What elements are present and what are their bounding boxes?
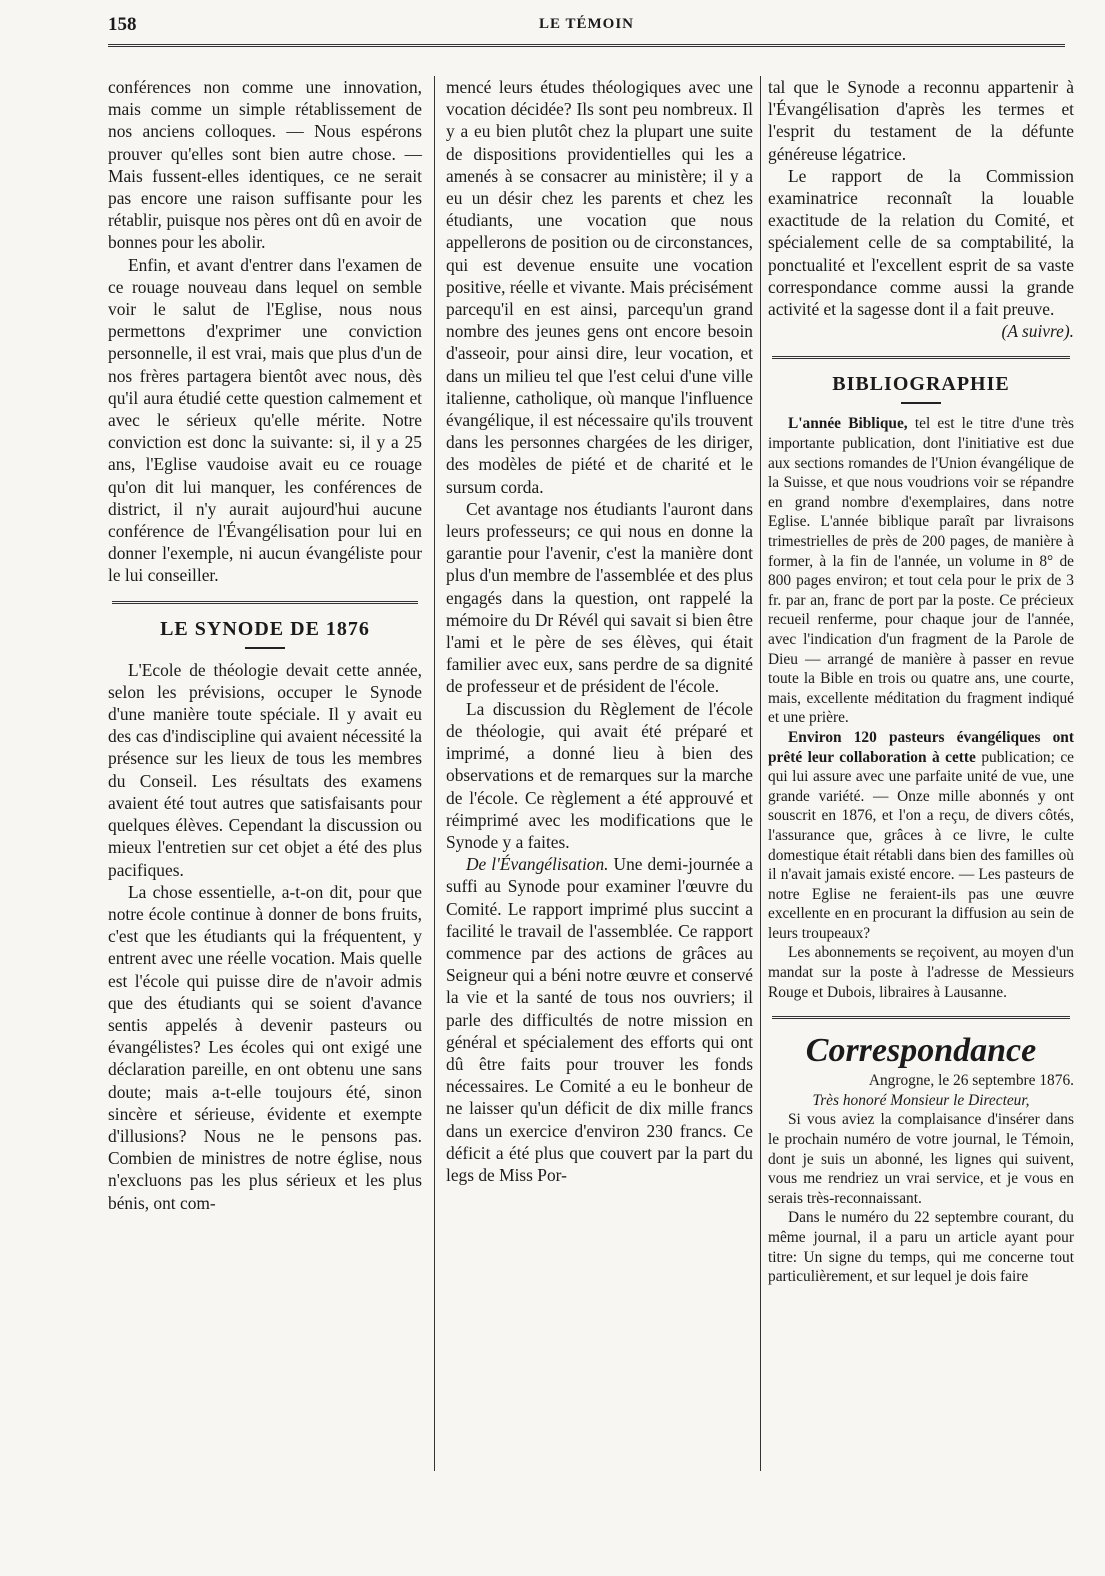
paragraph: L'Ecole de théologie devait cette année, selon les prévisions, occuper le Synode d'une manière toute spéciale. Il y avait eu des cas d'indiscipline qui avaient nécessité la présence sur les lieux de tous les membres du Conseil. Les résultats des examens avaient été tout autres que satisfaisants pour quelques élèves. Cependant la discussion ou mieux l'entretien sur cet objet a été des plus pacifiques.: [108, 659, 422, 880]
section-title-synode: LE SYNODE DE 1876: [160, 617, 370, 640]
section-title-correspondance: Correspondance: [805, 1032, 1037, 1070]
paragraph: Dans le numéro du 22 septembre courant, du même journal, il a paru un article ayant pour titre: Un signe du temps, qui me concerne tout particulièrement, et sur lequel je dois faire: [768, 1209, 1074, 1286]
journal-title: LE TÉMOIN: [539, 16, 634, 32]
paragraph-evangelisation: [446, 853, 753, 1186]
title-dash: [245, 647, 285, 649]
paragraph: Enfin, et avant d'entrer dans l'examen de ce rouage nouveau dans lequel on semble voir le salut de l'Eglise, nous nous permettons d'exprimer une conviction personnelle, il est vrai, mais que plus d'un de nos frères partagera bientôt avec nous, dès qu'il aura étudié cette question calmement et avec le sérieux qu'elle mérite. Notre conviction est donc la suivante: si, il y a 25 ans, l'Eglise vaudoise avait eu ce rouage qu'on dit lui manquer, les conférences de district, il n'y aurait aujourd'hui aucune conférence de l'Évangélisation pour lui en donner l'exemple, ni aucun évangéliste pour le lui conseiller.: [108, 254, 422, 586]
paragraph: Si vous aviez la complaisance d'insérer dans le prochain numéro de votre journal, le Témoin, dont je suis un abonné, les lignes qui suivent, vous me rendriez un vrai service, et je vous en serais très-reconnaissant.: [768, 1111, 1074, 1207]
to-be-continued: (A suivre).: [1001, 321, 1074, 342]
paragraph: Les abonnements se reçoivent, au moyen d'un mandat sur la poste à l'adresse de Messieurs Rouge et Dubois, libraires à Lausanne.: [768, 944, 1074, 1001]
paragraph: Le rapport de la Commission examinatrice reconnaît la louable exactitude de la relation du Comité, et spécialement celle de sa comptabilité, la ponctualité et l'excellent esprit de sa vaste correspondance comme aussi la grande activité et la sagesse dont il a fait preuve.: [768, 165, 1074, 320]
paragraph: Cet avantage nos étudiants l'auront dans leurs professeurs; ce qui nous en donne la garantie pour l'avenir, c'est la manière dont plus d'un membre de l'assemblée et des plus engagés dans la question, ont rappelé la mémoire du Dr Révél qui savait si bien être l'ami et le père de ses élèves, qui était familier avec eux, sans perdre de sa dignité de professeur et de président de l'école.: [446, 498, 753, 697]
page-number: 158: [108, 14, 137, 35]
column-left: [108, 76, 422, 1214]
paragraph: [768, 414, 1074, 728]
section-rule: [772, 356, 1070, 359]
column-divider: [760, 76, 761, 1471]
section-title-bibliographie: BIBLIOGRAPHIE: [832, 373, 1010, 396]
paragraph: tal que le Synode a reconnu appartenir à l'Évangélisation d'après les termes et l'esprit du testament de la défunte généreuse légatrice.: [768, 77, 1074, 164]
subheading: De l'Évangélisation.: [466, 854, 609, 875]
column-divider: [434, 76, 435, 1471]
paragraph: La discussion du Règlement de l'école de théologie, qui avait été préparé et imprimé, a donné lieu à bien des observations et de remarques sur la marche de l'école. Ce règlement a été approuvé et réimprimé avec les modifications que le Synode y a faites.: [446, 698, 753, 852]
paragraph: mencé leurs études théologiques avec une vocation décidée? Ils sont peu nombreux. Il y a eu bien plutôt chez la plupart une suite de dispositions providentielles qui les a amenés à se consacrer au ministère; il y a eu un désir chez les parents et chez les étudiants, une vocation que nous appellerons de position ou de circonstances, qui est devenue ensuite une vocation positive, réelle et vivante. Mais précisément parcequ'il en est ainsi, parcequ'un grand nombre des jeunes gens ont encore besoin d'asseoir, pour ainsi dire, leur vocation, et dans un milieu tel que l'est celui d'une ville italienne, catholique, où manque l'influence évangélique, il est nécessaire qu'ils trouvent dans les personnes chargées de les diriger, des modèles de piété et de charité et le sursum corda.: [446, 77, 753, 497]
section-rule: [772, 1016, 1070, 1019]
paragraph: conférences non comme une innovation, mais comme un simple rétablissement de nos anciens colloques. — Nous espérons prouver qu'elles sont bien autre chose. — Mais fussent-elles identiques, ce ne serait pas encore une raison suffisante pour les rétablir, puisque nos pères ont dû en avoir de bonnes pour les abolir.: [108, 77, 422, 253]
title-dash: [901, 402, 941, 404]
column-right: [768, 76, 1074, 1287]
section-rule: [112, 601, 418, 604]
letter-salutation: Très honoré Monsieur le Directeur,: [812, 1091, 1030, 1109]
letter-place-date: Angrogne, le 26 septembre 1876.: [868, 1072, 1074, 1090]
column-middle: [446, 76, 753, 1186]
header-rule: [108, 44, 1065, 47]
book-title: L'année Biblique,: [788, 415, 908, 433]
paragraph-text: publication; ce qui lui assure avec une parfaite unité de vue, une grande variété. — Onze mille abonnés y ont souscrit en 1876, et l'on a reçu, de divers côtés, l'assurance que, grâces à ce livre, le culte domestique était rétabli dans bien des familles où il n'avait jamais existé encore. — Les pasteurs de notre Eglise ne feraient-ils pas une œuvre excellente en en procurant la diffusion au sein de leurs troupeaux?: [768, 748, 1074, 942]
paragraph: La chose essentielle, a-t-on dit, pour que notre école continue à donner de bons fruits, c'est que les étudiants qui la fréquentent, y entrent avec une réelle vocation. Mais quelle est l'école qui puisse dire de n'avoir admis que des étudiants qui se soient d'avance sentis appelés à devenir pasteurs ou évangélistes? Les écoles qui ont exigé une déclaration pareille, en ont obtenu une sans doute; mais a-t-elle toujours été, sinon sincère et sérieuse, évidente et exempte d'illusions? Nous ne le pensons pas. Combien de ministres de notre église, nous n'excluons pas les plus sérieux et les plus bénis, ont com-: [108, 881, 422, 1213]
paragraph-text: Une demi-journée a suffi au Synode pour examiner l'œuvre du Comité. Le rapport imprimé plus succint a facilité le travail de l'assemblée. Ce rapport commence par des actions de grâces au Seigneur qui a béni notre œuvre et conservé la vie et la santé de tous nos ouvriers; il parle des difficultés de notre mission en général et spécialement des efforts qui ont dû être faits pour trouver les fonds nécessaires. Le Comité a eu le bonheur de ne laisser qu'un déficit de dix mille francs dans un exercice d'environ 230 francs. Ce déficit a été plus que couvert par la part du legs de Miss Por-: [446, 854, 753, 1185]
paragraph: [768, 728, 1074, 944]
paragraph-text: tel est le titre d'une très importante publication, dont l'initiative est due aux sections romandes de l'Union évangélique de la Suisse, et que nous voudrions voir se répandre en grand nombre d'exemplaires, dans notre Eglise. L'année biblique paraît par livraisons trimestrielles de près de 200 pages, de manière à former, à la fin de l'année, un volume in 8° de 800 pages environ; et tout cela pour le prix de 3 fr. par an, franc de port par la poste. Ce précieux recueil renferme, pour chaque jour de l'année, avec l'indication d'un fragment de la Parole de Dieu — arrangé de manière à passer en revue toute la Bible en trois ou quatre ans, une courte, mais, excellente méditation du fragment indiqué et une prière.: [768, 415, 1074, 727]
page-header: [108, 14, 1065, 64]
bold-lead: Environ 120 pasteurs évangéliques ont prêté leur collaboration à cette: [768, 728, 1074, 766]
